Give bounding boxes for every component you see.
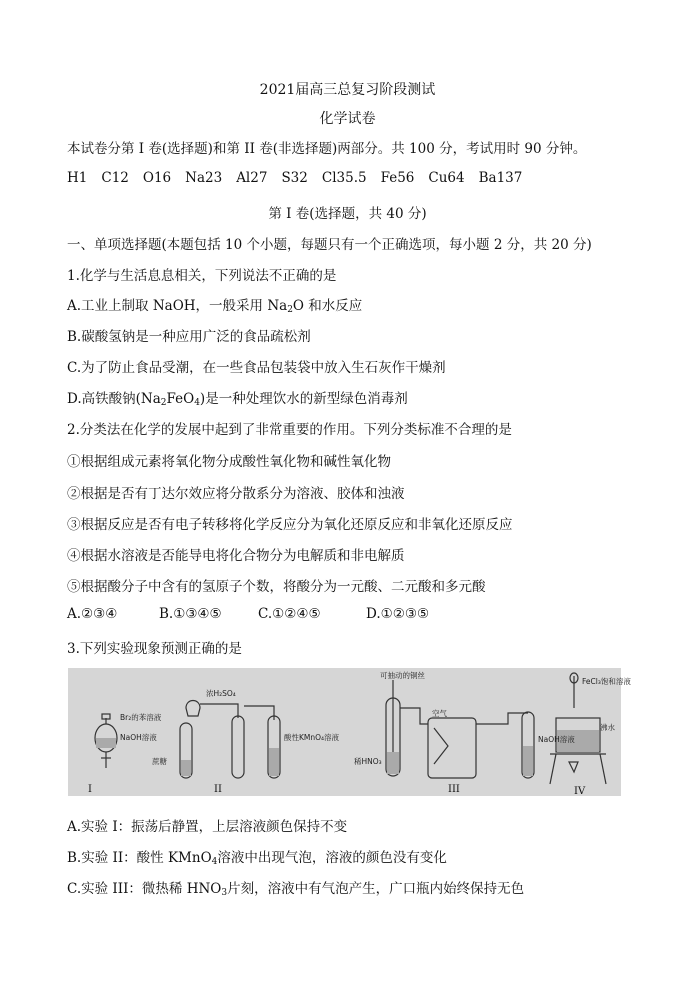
atomic-mass: Al27 — [236, 170, 268, 186]
label-sucrose: 蔗糖 — [152, 757, 167, 766]
question-3-option-a: A.实验 I：振荡后静置，上层溶液颜色保持不变 — [67, 819, 348, 835]
atomic-mass: S32 — [281, 170, 308, 186]
question-2-item: ⑤根据酸分子中含有的氢原子个数，将酸分为一元酸、二元酸和多元酸 — [67, 579, 486, 595]
atomic-mass: Ba137 — [478, 170, 523, 186]
question-3-option-b: B.实验 II：酸性 KMnO$_4$溶液中出现气泡，溶液的颜色没有变化 — [67, 850, 447, 867]
label-boiling-water: 沸水 — [600, 723, 615, 732]
dropping-funnel — [186, 701, 200, 717]
experiment-label-4: IV — [574, 786, 586, 797]
atomic-masses — [67, 170, 536, 186]
test-tube — [232, 716, 244, 778]
intro-text: 本试卷分第 I 卷(选择题)和第 II 卷(非选择题)两部分。共 100 分，考试用时 90 分钟。 — [67, 141, 587, 157]
question-2-item: ③根据反应是否有电子转移将化学反应分为氧化还原反应和非氧化还原反应 — [67, 517, 513, 533]
question-2-item: ②根据是否有丁达尔效应将分散系分为溶液、胶体和浊液 — [67, 486, 405, 502]
question-2-option: C.①②④⑤ — [258, 606, 321, 622]
burner-flame — [569, 762, 578, 772]
exam-subtitle: 化学试卷 — [319, 111, 376, 127]
atomic-mass: Cu64 — [428, 170, 465, 186]
atomic-mass: O16 — [142, 170, 172, 186]
exam-title: 2021届高三总复习阶段测试 — [259, 82, 436, 98]
atomic-mass: C12 — [101, 170, 129, 186]
question-1-option-b: B.碳酸氢钠是一种应用广泛的食品疏松剂 — [67, 329, 311, 345]
label-naoh-solution: NaOH溶液 — [120, 733, 157, 742]
question-2-option: D.①②③⑤ — [366, 606, 430, 622]
question-2-stem: 2.分类法在化学的发展中起到了非常重要的作用。下列分类标准不合理的是 — [67, 422, 512, 438]
experiment-figure — [68, 668, 631, 797]
question-1-option-d: D.高铁酸钠$(Na_2FeO_4)$是一种处理饮水的新型绿色消毒剂 — [67, 391, 408, 408]
question-3-stem: 3.下列实验现象预测正确的是 — [67, 641, 242, 657]
question-1-stem: 1.化学与生活息息相关，下列说法不正确的是 — [67, 268, 337, 284]
experiment-label-2: II — [214, 784, 222, 795]
label-naoh-solution-2: NaOH溶液 — [538, 735, 575, 744]
atomic-mass: Fe56 — [380, 170, 415, 186]
question-1-option-c: C.为了防止食品受潮，在一些食品包装袋中放入生石灰作干燥剂 — [67, 360, 446, 376]
question-1-option-a: A.工业上制取 NaOH，一般采用 $Na_2O$ 和水反应 — [67, 298, 363, 315]
experiment-label-1: I — [88, 784, 92, 795]
atomic-mass: H1 — [67, 170, 88, 186]
part-title: 一、单项选择题(本题包括 10 个小题，每题只有一个正确选项，每小题 2 分，共 20 分) — [67, 237, 592, 253]
section-title: 第 I 卷(选择题，共 40 分) — [268, 206, 427, 222]
label-br2-benzene: Br₂的苯溶液 — [120, 713, 162, 722]
atomic-mass: Na23 — [185, 170, 223, 186]
label-air: 空气 — [432, 709, 447, 718]
label-conc-h2so4: 浓H₂SO₄ — [206, 689, 236, 698]
wide-mouth-bottle — [428, 718, 476, 778]
label-movable-copper: 可抽动的铜丝 — [380, 671, 425, 680]
atomic-mass: Cl35.5 — [321, 170, 367, 186]
question-2-item: ①根据组成元素将氧化物分成酸性氧化物和碱性氧化物 — [67, 454, 391, 470]
question-2-option: A.②③④ — [67, 606, 118, 622]
question-2-item: ④根据水溶液是否能导电将化合物分为电解质和非电解质 — [67, 548, 405, 564]
question-2-options — [67, 606, 429, 622]
experiment-label-3: III — [448, 784, 460, 795]
label-dilute-hno3: 稀HNO₃ — [354, 757, 382, 766]
label-fecl3: FeCl₃饱和溶液 — [582, 677, 631, 686]
question-3-option-c: C.实验 III：微热稀 $HNO_3$片刻，溶液中有气泡产生，广口瓶内始终保持无色 — [67, 881, 525, 898]
label-acidic-kmno4: 酸性KMnO₄溶液 — [284, 733, 340, 742]
question-2-option: B.①③④⑤ — [159, 606, 222, 622]
experiment-diagram — [68, 668, 631, 797]
